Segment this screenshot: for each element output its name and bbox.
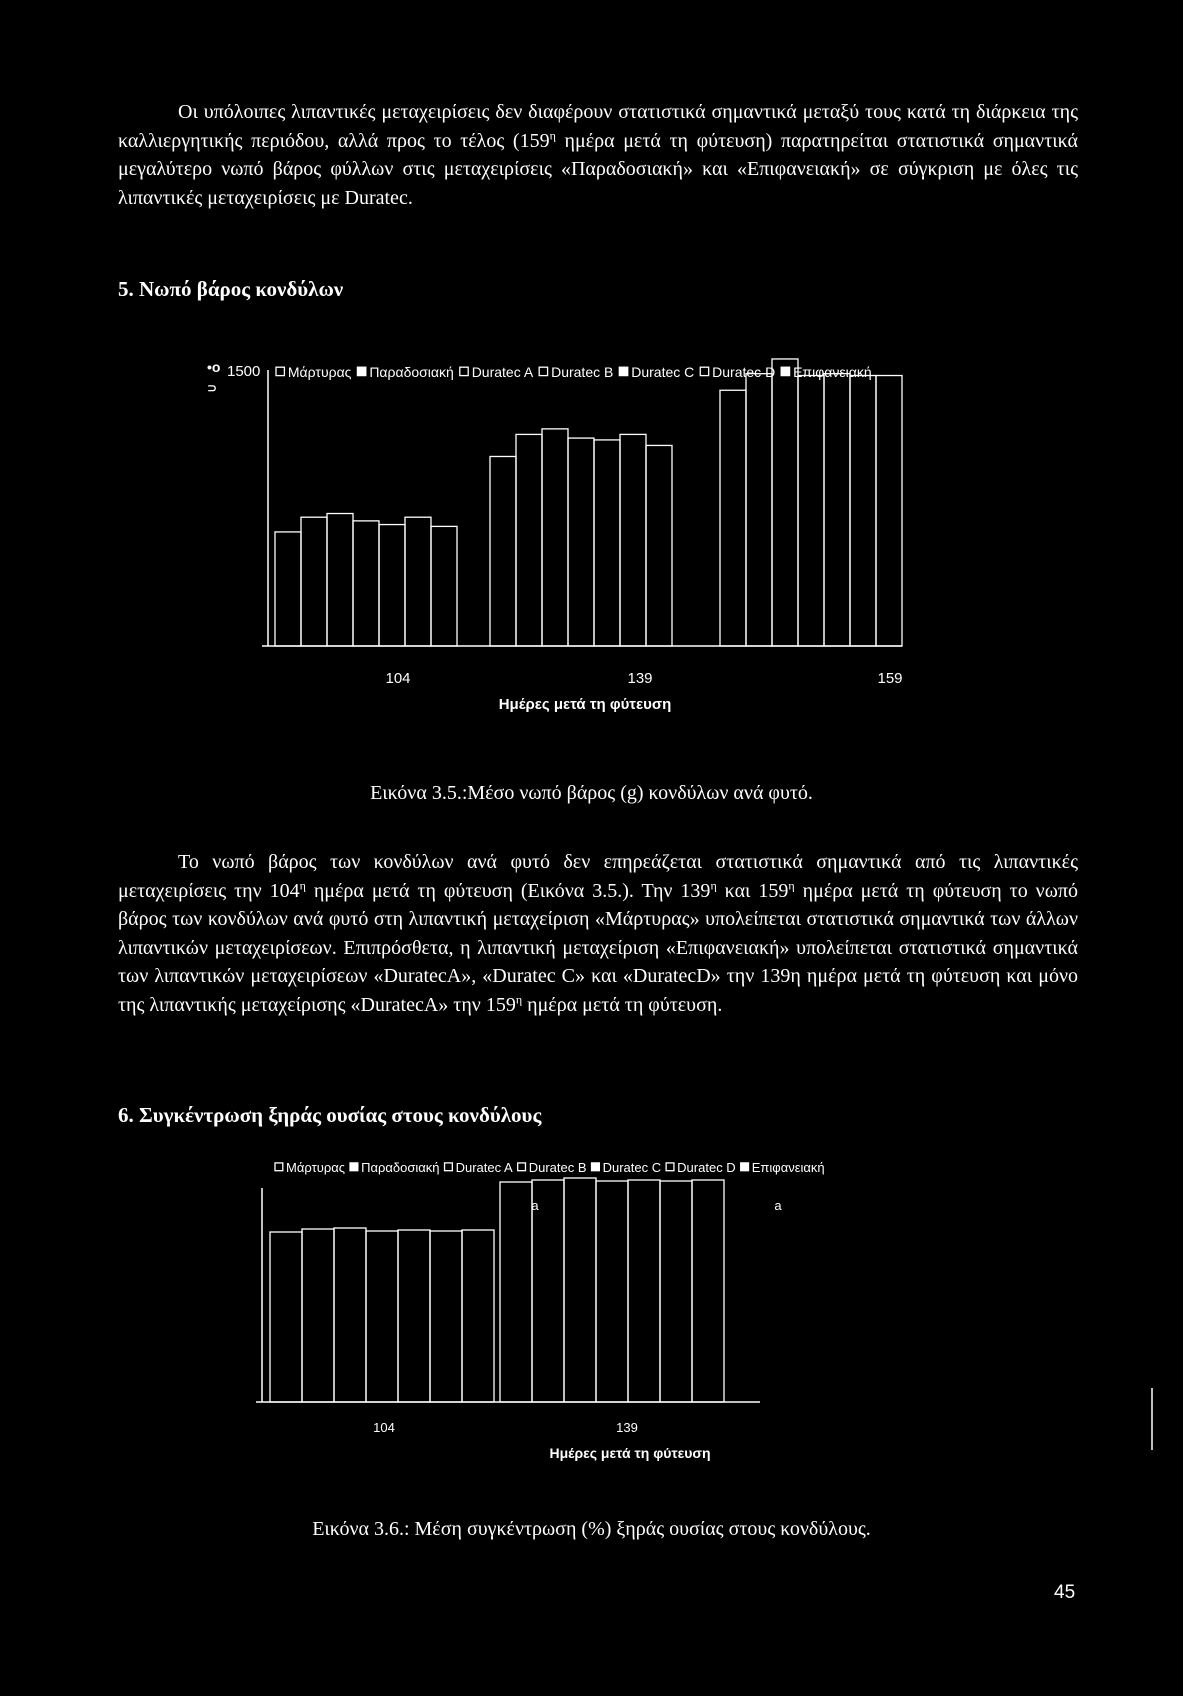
legend-label-0: Μάρτυρας xyxy=(286,1160,346,1175)
chart1-x-tick-159: 159 xyxy=(877,670,903,687)
legend-marker-4 xyxy=(592,1163,600,1171)
chart2-bar-104-2 xyxy=(334,1228,366,1402)
chart1-bar-104-1 xyxy=(301,517,327,646)
legend-marker-6 xyxy=(741,1163,749,1171)
legend-label-3: Duratec B xyxy=(528,1160,587,1175)
chart1-y-tick-label: 1500 xyxy=(227,363,261,380)
chart2-bar-139-6 xyxy=(692,1180,724,1402)
legend-marker-0 xyxy=(275,1163,283,1171)
section-heading-5: 5. Νωπό βάρος κονδύλων xyxy=(118,277,344,301)
chart2-bar-104-4 xyxy=(398,1230,430,1402)
chart1-bar-139-1 xyxy=(516,434,542,646)
legend-marker-0 xyxy=(276,367,284,375)
chart1-bar-104-2 xyxy=(327,514,353,646)
legend-label-1: Παραδοσιακή xyxy=(369,364,454,380)
figure-caption-3-5: Εικόνα 3.5.:Μέσο νωπό βάρος (g) κονδύλων ανά φυτό. xyxy=(370,782,813,804)
chart2-annotation-0: a xyxy=(531,1198,539,1213)
legend-label-6: Επιφανειακή xyxy=(793,364,872,380)
chart1-bar-139-0 xyxy=(490,456,516,646)
legend-marker-3 xyxy=(518,1163,526,1171)
chart1-bar-104-0 xyxy=(275,532,301,646)
svg-text:•ο: •ο xyxy=(207,359,221,375)
legend-marker-3 xyxy=(539,367,547,375)
chart2-legend xyxy=(275,1160,825,1175)
chart2-bar-104-0 xyxy=(270,1232,302,1402)
chart1-y-axis-label xyxy=(207,359,220,395)
chart2-bar-139-1 xyxy=(532,1180,564,1402)
chart1-bar-159-1 xyxy=(746,374,772,646)
chart-fresh-weight xyxy=(0,350,1183,720)
chart1-bar-104-6 xyxy=(431,526,457,646)
paragraph-2: Το νωπό βάρος των κονδύλων ανά φυτό δεν επηρεάζεται στατιστικά σημαντικά από τις λιπαντικές μεταχειρίσεις την $104^\eta$ ημέρα μετά τη φύτευση (Εικόνα 3.5.). Την $139^\eta$ και $159^\eta$ ημέρα μετά τη φύτευση το νωπό βάρος των κονδύλων ανά φυτό στη λιπαντική μεταχείριση «Μάρτυρας» υπολείπεται στατιστικά σημαντικά των άλλων λιπαντικών μεταχειρίσεων. Επιπρόσθετα, η λιπαντική μεταχείριση «Επιφανειακή» υπολείπεται στατιστικά σημαντικά των λιπαντικών μεταχειρίσεων «DuratecA», «Duratec C» και «DuratecD» την 139η ημέρα μετά τη φύτευση και μόνο της λιπαντικής μεταχείρισης «DuratecA» την $159^\eta$ ημέρα μετά τη φύτευση. xyxy=(118,851,1078,1016)
chart1-x-tick-labels xyxy=(385,670,902,687)
chart1-bar-104-5 xyxy=(405,517,431,646)
chart1-bar-159-2 xyxy=(772,359,798,646)
chart2-bar-139-2 xyxy=(564,1178,596,1402)
chart2-x-axis-label: Ημέρες μετά τη φύτευση xyxy=(549,1445,711,1461)
chart2-bar-139-3 xyxy=(596,1181,628,1402)
chart1-bar-139-2 xyxy=(542,429,568,646)
legend-marker-1 xyxy=(350,1163,358,1171)
legend-label-4: Duratec C xyxy=(631,364,695,380)
chart2-annotation-1: a xyxy=(774,1198,782,1213)
chart2-bars xyxy=(270,1178,724,1402)
chart1-bar-159-0 xyxy=(720,390,746,646)
chart1-bar-139-5 xyxy=(620,434,646,646)
chart2-bar-104-3 xyxy=(366,1231,398,1402)
chart1-bar-104-4 xyxy=(379,525,405,646)
chart1-bar-139-4 xyxy=(594,440,620,646)
chart2-bar-104-1 xyxy=(302,1229,334,1402)
chart1-legend xyxy=(276,364,872,380)
chart1-x-tick-139: 139 xyxy=(627,670,653,687)
legend-marker-1 xyxy=(357,367,365,375)
chart2-bar-104-5 xyxy=(430,1231,462,1402)
section-heading-6: 6. Συγκέντρωση ξηράς ουσίας στους κονδύλους xyxy=(118,1103,542,1127)
chart2-bar-104-6 xyxy=(462,1230,494,1402)
svg-text:⊃: ⊃ xyxy=(207,381,218,395)
legend-marker-4 xyxy=(619,367,627,375)
chart1-x-axis-label: Ημέρες μετά τη φύτευση xyxy=(498,696,672,713)
chart2-x-tick-104: 104 xyxy=(373,1420,395,1435)
chart1-bars xyxy=(275,359,902,646)
legend-label-2: Duratec A xyxy=(455,1160,513,1175)
legend-marker-2 xyxy=(445,1163,453,1171)
paragraph-1: Οι υπόλοιπες λιπαντικές μεταχειρίσεις δεν διαφέρουν στατιστικά σημαντικά μεταξύ τους κατά τη διάρκεια της καλλιεργητικής περιόδου, αλλά προς το τέλος ($159^\eta$ ημέρα μετά τη φύτευση) παρατηρείται στατιστικά σημαντικά μεγαλύτερο νωπό βάρος φύλλων στις μεταχειρίσεις «Παραδοσιακή» και «Επιφανειακή» σε σύγκριση με όλες τις λιπαντικές μεταχειρίσεις με Duratec. xyxy=(118,101,1079,209)
chart2-x-tick-labels xyxy=(373,1420,638,1435)
chart1-bar-104-3 xyxy=(353,521,379,646)
legend-label-1: Παραδοσιακή xyxy=(361,1160,440,1175)
legend-label-0: Μάρτυρας xyxy=(287,364,352,380)
legend-marker-5 xyxy=(700,367,708,375)
chart2-bar-139-5 xyxy=(660,1181,692,1402)
chart1-bar-159-3 xyxy=(798,376,824,646)
chart2-bar-139-4 xyxy=(628,1180,660,1402)
chart1-x-tick-104: 104 xyxy=(385,670,411,687)
legend-label-4: Duratec C xyxy=(602,1160,662,1175)
chart2-annotations xyxy=(531,1198,782,1213)
legend-label-5: Duratec D xyxy=(677,1160,736,1175)
legend-marker-6 xyxy=(781,367,789,375)
legend-label-6: Επιφανειακή xyxy=(751,1160,825,1175)
figure-caption-3-6: Εικόνα 3.6.: Μέση συγκέντρωση (%) ξηράς ουσίας στους κονδύλους. xyxy=(312,1518,871,1540)
chart1-bar-139-6 xyxy=(646,445,672,646)
chart1-bar-159-6 xyxy=(876,376,902,646)
chart2-bar-139-0 xyxy=(500,1182,532,1402)
chart1-bar-139-3 xyxy=(568,438,594,646)
page-number: 45 xyxy=(1054,1582,1076,1603)
chart1-bar-159-4 xyxy=(824,374,850,646)
legend-marker-5 xyxy=(666,1163,674,1171)
chart2-x-tick-139: 139 xyxy=(616,1420,638,1435)
legend-label-2: Duratec A xyxy=(471,364,534,380)
legend-label-5: Duratec D xyxy=(712,364,776,380)
chart-dry-matter xyxy=(0,1150,1183,1470)
chart1-bar-159-5 xyxy=(850,376,876,646)
legend-marker-2 xyxy=(460,367,468,375)
legend-label-3: Duratec B xyxy=(551,364,614,380)
